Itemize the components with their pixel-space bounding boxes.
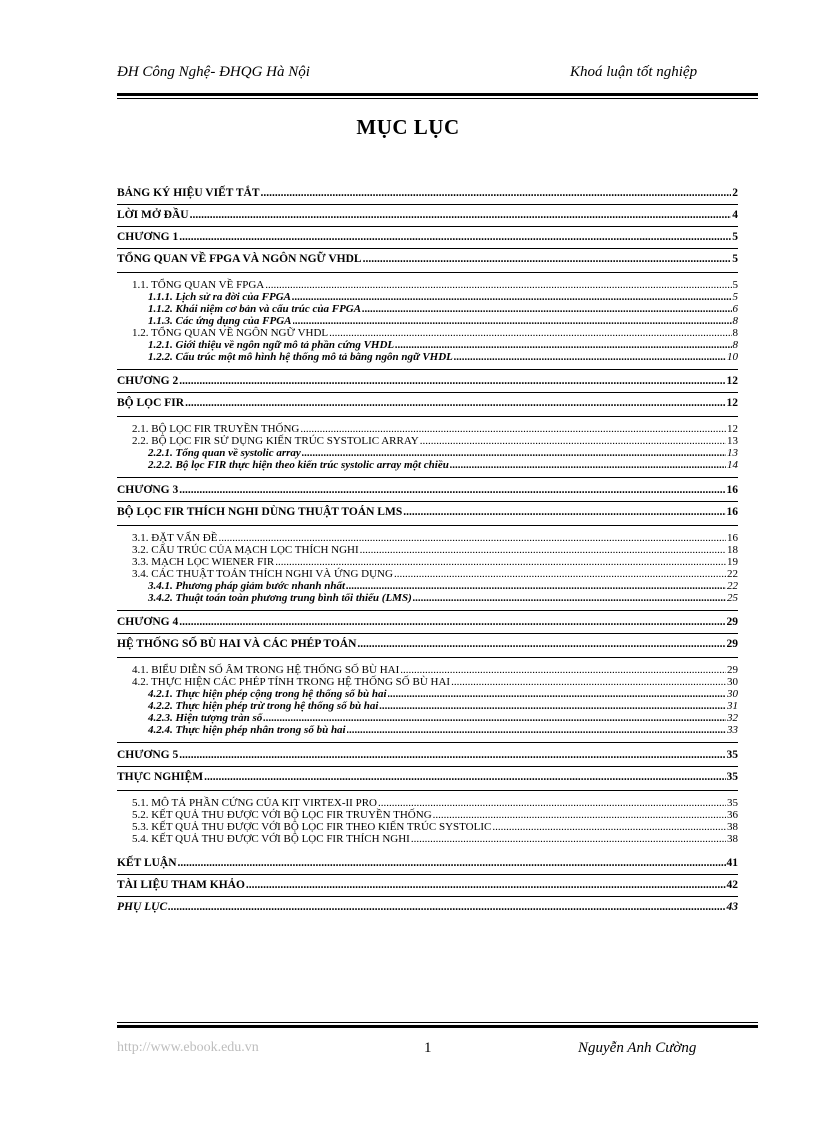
toc-leader-dots — [400, 664, 726, 676]
toc-separator — [117, 369, 738, 370]
toc-entry[interactable] — [117, 506, 738, 518]
toc-entry[interactable] — [132, 279, 738, 291]
toc-entry-label: 4.1. BIỂU DIỄN SỐ ÂM TRONG HỆ THỐNG SỐ BÙ HAI — [132, 664, 400, 676]
toc-leader-dots — [179, 484, 725, 496]
toc-entry-page: 13 — [727, 447, 738, 459]
toc-entry-label: CHƯƠNG 3 — [117, 484, 179, 496]
toc-entry-page: 31 — [727, 700, 738, 712]
toc-entry-label: BỘ LỌC FIR — [117, 397, 185, 409]
toc-entry-page: 2 — [732, 187, 738, 199]
toc-leader-dots — [329, 327, 731, 339]
toc-entry-label: 4.2.4. Thực hiện phép nhân trong số bù hai — [148, 724, 346, 736]
toc-leader-dots — [394, 568, 726, 580]
toc-separator — [117, 525, 738, 526]
toc-separator — [117, 272, 738, 273]
toc-entry[interactable] — [117, 771, 738, 783]
toc-entry-label: TỔNG QUAN VỀ FPGA VÀ NGÔN NGỮ VHDL — [117, 253, 362, 265]
toc-leader-dots — [388, 688, 726, 700]
toc-entry-page: 35 — [727, 797, 738, 809]
footer-url[interactable]: http://www.ebook.edu.vn — [117, 1040, 259, 1055]
toc-entry-label: CHƯƠNG 5 — [117, 749, 179, 761]
toc-entry-label: CHƯƠNG 4 — [117, 616, 179, 628]
toc-entry-page: 16 — [726, 506, 738, 518]
toc-leader-dots — [292, 291, 732, 303]
toc-entry[interactable] — [132, 556, 738, 568]
toc-entry-label: 5.2. KẾT QUẢ THU ĐƯỢC VỚI BỘ LỌC FIR TRUYỀN THỐNG — [132, 809, 432, 821]
page-footer — [117, 1040, 758, 1060]
toc-entry-page: 38 — [727, 833, 738, 845]
toc-entry[interactable] — [148, 724, 738, 736]
toc-entry-label: 1.2.2. Cấu trúc một mô hình hệ thống mô tả bằng ngôn ngữ VHDL — [148, 351, 453, 363]
toc-entry-label: KẾT LUẬN — [117, 857, 177, 869]
toc-entry-page: 19 — [727, 556, 738, 568]
toc-entry-page: 42 — [726, 879, 738, 891]
toc-entry-label: BỘ LỌC FIR THÍCH NGHI DÙNG THUẬT TOÁN LMS — [117, 506, 403, 518]
toc-entry-label: 3.4.2. Thuật toán toàn phương trung bình tối thiểu (LMS) — [148, 592, 412, 604]
toc-entry-page: 22 — [727, 580, 738, 592]
toc-leader-dots — [346, 580, 726, 592]
toc-separator — [117, 790, 738, 791]
toc-entry[interactable] — [132, 664, 738, 676]
toc-entry-page: 30 — [727, 676, 738, 688]
toc-leader-dots — [347, 724, 726, 736]
toc-entry-page: 5 — [732, 279, 738, 291]
toc-entry-label: 3.4.1. Phương pháp giảm bước nhanh nhất — [148, 580, 346, 592]
toc-entry-page: 12 — [726, 397, 738, 409]
toc-leader-dots — [179, 749, 725, 761]
footer-page-number: 1 — [424, 1040, 432, 1056]
toc-leader-dots — [178, 857, 726, 869]
toc-entry-label: HỆ THỐNG SỐ BÙ HAI VÀ CÁC PHÉP TOÁN — [117, 638, 357, 650]
toc-leader-dots — [411, 833, 726, 845]
toc-entry-page: 22 — [727, 568, 738, 580]
toc-entry[interactable] — [117, 484, 738, 496]
toc-leader-dots — [302, 447, 726, 459]
toc-leader-dots — [454, 351, 726, 363]
toc-entry-page: 8 — [732, 327, 738, 339]
toc-leader-dots — [378, 797, 726, 809]
toc-entry-label: 4.2.1. Thực hiện phép cộng trong hệ thống số bù hai — [148, 688, 387, 700]
toc-separator — [117, 742, 738, 743]
toc-entry[interactable] — [117, 375, 738, 387]
toc-separator — [117, 766, 738, 767]
toc-entry-page: 12 — [726, 375, 738, 387]
toc-separator — [117, 501, 738, 502]
toc-entry-label: 1.1. TỔNG QUAN VỀ FPGA — [132, 279, 265, 291]
toc-separator — [117, 657, 738, 658]
toc-entry[interactable] — [148, 303, 738, 315]
toc-entry-label: TÀI LIỆU THAM KHẢO — [117, 879, 245, 891]
toc-entry-page: 14 — [727, 459, 738, 471]
toc-leader-dots — [492, 821, 726, 833]
toc-entry-page: 4 — [732, 209, 738, 221]
toc-entry-label: 1.1.3. Các ứng dụng của FPGA — [148, 315, 292, 327]
toc-entry[interactable] — [117, 901, 738, 913]
toc-separator — [117, 633, 738, 634]
toc-leader-dots — [433, 809, 726, 821]
header-university: ĐH Công Nghệ- ĐHQG Hà Nội — [117, 64, 310, 80]
toc-leader-dots — [179, 616, 725, 628]
toc-leader-dots — [362, 303, 731, 315]
toc-leader-dots — [403, 506, 725, 518]
page-header — [117, 64, 758, 84]
toc-entry-page: 35 — [726, 771, 738, 783]
toc-entry-label: 4.2.3. Hiện tượng tràn số — [148, 712, 263, 724]
toc-entry-page: 16 — [727, 532, 738, 544]
header-rule-thick — [117, 93, 758, 96]
toc-leader-dots — [275, 556, 726, 568]
header-rule-thin — [117, 98, 758, 99]
toc-entry-page: 12 — [727, 423, 738, 435]
toc-separator — [117, 416, 738, 417]
toc-entry-page: 5 — [732, 291, 738, 303]
toc-leader-dots — [185, 397, 725, 409]
toc-entry[interactable] — [117, 879, 738, 891]
toc-leader-dots — [265, 279, 731, 291]
toc-entry[interactable] — [117, 209, 738, 221]
toc-leader-dots — [204, 771, 725, 783]
toc-entry[interactable] — [132, 676, 738, 688]
toc-leader-dots — [413, 592, 726, 604]
toc-entry[interactable] — [148, 712, 738, 724]
toc-entry-page: 30 — [727, 688, 738, 700]
toc-leader-dots — [179, 375, 725, 387]
toc-leader-dots — [168, 901, 725, 913]
toc-leader-dots — [450, 459, 726, 471]
toc-entry[interactable] — [132, 833, 738, 845]
toc-entry[interactable] — [148, 580, 738, 592]
footer-rule-thin — [117, 1022, 758, 1023]
toc-entry-page: 10 — [727, 351, 738, 363]
toc-entry[interactable] — [117, 616, 738, 628]
toc-entry[interactable] — [148, 459, 738, 471]
toc-separator — [117, 610, 738, 611]
toc-entry[interactable] — [132, 544, 738, 556]
toc-entry-label: 3.4. CÁC THUẬT TOÁN THÍCH NGHI VÀ ỨNG DỤNG — [132, 568, 393, 580]
toc-entry[interactable] — [148, 700, 738, 712]
toc-entry[interactable] — [132, 568, 738, 580]
toc-separator — [117, 204, 738, 205]
toc-entry-label: 5.4. KẾT QUẢ THU ĐƯỢC VỚI BỘ LỌC FIR THÍCH NGHI — [132, 833, 410, 845]
toc-entry-page: 33 — [727, 724, 738, 736]
toc-entry[interactable] — [132, 327, 738, 339]
toc-entry[interactable] — [132, 821, 738, 833]
toc-entry-page: 25 — [727, 592, 738, 604]
toc-entry-page: 13 — [727, 435, 738, 447]
toc-entry-page: 38 — [727, 821, 738, 833]
toc-entry[interactable] — [117, 638, 738, 650]
toc-entry[interactable] — [117, 187, 738, 199]
toc-entry-label: 1.2.1. Giới thiệu về ngôn ngữ mô tả phần cứng VHDL — [148, 339, 395, 351]
toc-entry[interactable] — [148, 291, 738, 303]
toc-entry-page: 5 — [732, 231, 738, 243]
toc-entry-page: 32 — [727, 712, 738, 724]
toc-entry-page: 29 — [726, 638, 738, 650]
toc-entry-page: 5 — [732, 253, 738, 265]
toc-entry-page: 35 — [726, 749, 738, 761]
toc-entry-label: 1.1.2. Khái niệm cơ bản và cấu trúc của FPGA — [148, 303, 362, 315]
toc-leader-dots — [179, 231, 731, 243]
toc-entry-label: 2.1. BỘ LỌC FIR TRUYỀN THỐNG — [132, 423, 300, 435]
toc-entry-label: 3.3. MẠCH LỌC WIENER FIR — [132, 556, 275, 568]
toc-entry-label: THỰC NGHIỆM — [117, 771, 204, 783]
toc-entry[interactable] — [148, 339, 738, 351]
toc-entry-label: 5.3. KẾT QUẢ THU ĐƯỢC VỚI BỘ LỌC FIR THEO KIẾN TRÚC SYSTOLIC — [132, 821, 492, 833]
toc-entry-page: 6 — [732, 303, 738, 315]
toc-entry-label: 2.2. BỘ LỌC FIR SỬ DỤNG KIẾN TRÚC SYSTOLIC ARRAY — [132, 435, 419, 447]
toc-separator — [117, 896, 738, 897]
toc-entry-label: 1.1.1. Lịch sử ra đời của FPGA — [148, 291, 291, 303]
header-thesis-label: Khoá luận tốt nghiệp — [570, 64, 698, 80]
toc-entry-label: CHƯƠNG 2 — [117, 375, 179, 387]
toc-separator — [117, 248, 738, 249]
toc-entry[interactable] — [132, 809, 738, 821]
toc-entry-page: 36 — [727, 809, 738, 821]
toc-entry-label: 3.1. ĐẶT VẤN ĐỀ — [132, 532, 218, 544]
toc-leader-dots — [420, 435, 726, 447]
toc-leader-dots — [261, 187, 732, 199]
toc-leader-dots — [293, 315, 732, 327]
toc-entry[interactable] — [132, 435, 738, 447]
toc-entry[interactable] — [148, 447, 738, 459]
toc-leader-dots — [379, 700, 726, 712]
toc-entry-page: 8 — [732, 315, 738, 327]
toc-entry[interactable] — [148, 351, 738, 363]
toc-entry[interactable] — [132, 532, 738, 544]
footer-author: Nguyễn Anh Cường — [578, 1040, 697, 1056]
toc-entry-label: CHƯƠNG 1 — [117, 231, 179, 243]
toc-entry-label: 2.2.2. Bộ lọc FIR thực hiện theo kiến trúc systolic array một chiều — [148, 459, 449, 471]
toc-entry[interactable] — [148, 315, 738, 327]
toc-entry-page: 18 — [727, 544, 738, 556]
toc-entry-page: 41 — [726, 857, 738, 869]
toc-leader-dots — [218, 532, 726, 544]
footer-rule-thick — [117, 1025, 758, 1028]
toc-entry-label: 5.1. MÔ TẢ PHẦN CỨNG CỦA KIT VIRTEX-II PRO — [132, 797, 377, 809]
toc-entry-page: 16 — [726, 484, 738, 496]
toc-entry-label: 4.2.2. Thực hiện phép trừ trong hệ thống số bù hai — [148, 700, 379, 712]
toc-entry[interactable] — [117, 749, 738, 761]
toc-leader-dots — [357, 638, 725, 650]
toc-leader-dots — [263, 712, 726, 724]
toc-separator — [117, 477, 738, 478]
toc-entry-label: BẢNG KÝ HIỆU VIẾT TẮT — [117, 187, 260, 199]
toc-entry-page: 8 — [732, 339, 738, 351]
toc-leader-dots — [360, 544, 726, 556]
toc-entry-label: PHỤ LỤC — [117, 901, 168, 913]
toc-entry[interactable] — [148, 688, 738, 700]
toc-separator — [117, 874, 738, 875]
toc-entry[interactable] — [117, 857, 738, 869]
toc-entry[interactable] — [117, 231, 738, 243]
toc-leader-dots — [395, 339, 731, 351]
toc-entry-label: LỜI MỞ ĐẦU — [117, 209, 189, 221]
toc-entry-label: 4.2. THỰC HIỆN CÁC PHÉP TÍNH TRONG HỆ THỐNG SỐ BÙ HAI — [132, 676, 451, 688]
toc-entry-label: 3.2. CẤU TRÚC CỦA MẠCH LỌC THÍCH NGHI — [132, 544, 359, 556]
toc-separator — [117, 226, 738, 227]
toc-leader-dots — [190, 209, 732, 221]
toc-entry-page: 29 — [726, 616, 738, 628]
toc-entry[interactable] — [132, 797, 738, 809]
toc-entry[interactable] — [117, 397, 738, 409]
toc-entry[interactable] — [148, 592, 738, 604]
toc-entry-page: 43 — [726, 901, 738, 913]
toc-leader-dots — [451, 676, 726, 688]
toc-entry-label: 2.2.1. Tổng quan về systolic array — [148, 447, 301, 459]
page-title: MỤC LỤC — [356, 115, 460, 139]
toc-entry-page: 29 — [727, 664, 738, 676]
toc-entry[interactable] — [132, 423, 738, 435]
toc-leader-dots — [246, 879, 726, 891]
toc-entry-label: 1.2. TỔNG QUAN VỀ NGÔN NGỮ VHDL — [132, 327, 329, 339]
toc-leader-dots — [363, 253, 732, 265]
toc-separator — [117, 392, 738, 393]
toc-leader-dots — [300, 423, 726, 435]
toc-entry[interactable] — [117, 253, 738, 265]
